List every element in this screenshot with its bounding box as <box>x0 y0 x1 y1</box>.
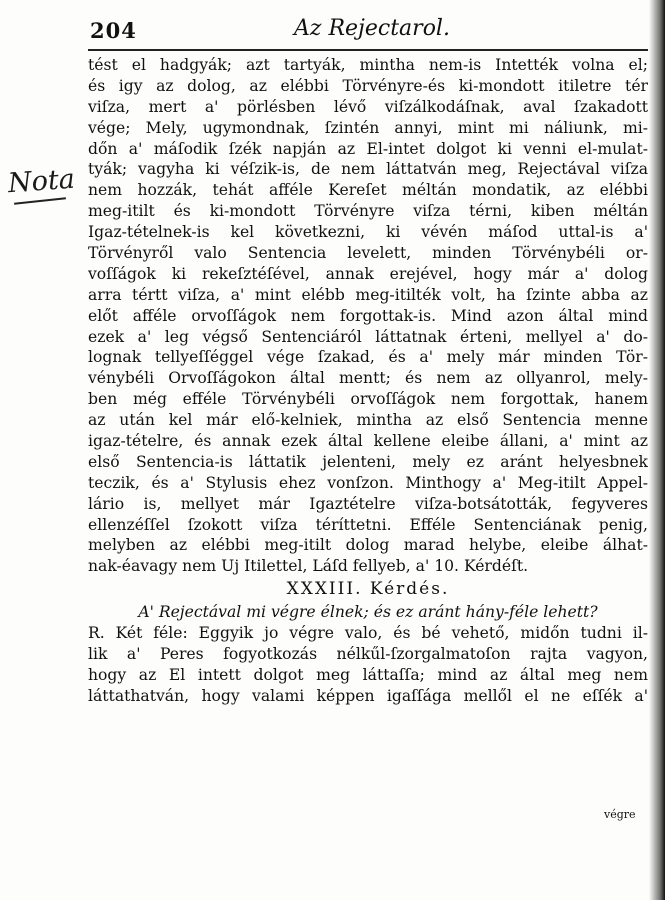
answer-line: láttathatván, hogy valami képpen igaſſága mellől el ne eſſék a' <box>88 686 648 705</box>
text-line: nem hozzák, tehát afféle Kereſet méltán mondatik, az elébbi <box>88 181 648 200</box>
text-line: viſza, mert a' pörlésben lévő viſzálkodáſnak, aval ſzakadott <box>88 97 648 116</box>
text-line: előt afféle orvoſſágok nem forgottak-is. Mind azon által mind <box>88 306 648 325</box>
text-line: voſſágok ki rekeſztéſével, annak erejével, hogy már a' dolog <box>88 264 648 283</box>
running-title: Az Rejectarol. <box>294 16 450 41</box>
text-line: meg-itilt és ki-mondott Törvényre viſza térni, kiben méltán <box>88 202 648 221</box>
text-line: tést el hadgyák; azt tartyák, mintha nem-is Intették volna el; <box>88 56 648 74</box>
section-question: A' Rejectával mi végre élnek; és ez aránt hány-féle lehett? <box>138 603 598 622</box>
page-edge-shadow <box>649 0 665 900</box>
header-rule <box>88 49 648 51</box>
text-line: lário is, mellyet már Igaztételre viſza-botsátották, fegyveres <box>88 494 648 513</box>
text-line: vége; Mely, ugymondnak, ſzintén annyi, mint mi náliunk, mi- <box>88 118 648 137</box>
text-line: Igaz-tételnek-is kel következni, ki vévén máſod uttal-is a' <box>88 223 648 242</box>
text-line: lognak tellyeſſéggel vége ſzakad, és a' mely már minden Tör- <box>88 348 648 367</box>
answer-line: R. Két féle: Eggyik jo végre valo, és bé vehető, midőn tudni il- <box>88 624 648 643</box>
text-block <box>88 55 648 707</box>
text-line: vénybéli Orvoſſágokon által mentt; és nem az ollyanrol, mely- <box>88 369 648 388</box>
text-line: és igy az dolog, az elébbi Törvényre-és ki-mondott itiletre tér <box>88 76 648 95</box>
text-line: első Sentencia-is láttatik jelenteni, mely ez aránt helyesbnek <box>88 452 648 471</box>
text-line: melyben az elébbi meg-itilt dolog marad helybe, eleibe álhat- <box>88 536 648 555</box>
catchword: végre <box>604 808 636 821</box>
text-line: igaz-tételre, és annak ezek által kellene eleibe állani, a' mint az <box>88 432 648 451</box>
margin-note: Nota <box>7 163 76 200</box>
text-line: ezek a' leg végső Sentenciáról láttatnak érteni, mellyel a' do- <box>88 327 648 346</box>
page-number: 204 <box>90 18 137 43</box>
section-heading: XXXIII. Kérdés. <box>286 579 450 600</box>
text-line: ben még efféle Törvénybéli orvoſſágok nem forgottak, hanem <box>88 390 648 409</box>
text-line: az után kel már elő-kelniek, mintha az első Sentencia menne <box>88 411 648 430</box>
answer-line: hogy az El intett dolgot meg láttaſſa; mind az által meg nem <box>88 666 648 685</box>
text-line: ellenzéſſel ſzokott viſza téríttetni. Efféle Sentenciának penig, <box>88 515 648 534</box>
text-line: dőn a' máſodik ſzék napján az El-intet dolgot ki venni el-mulat- <box>88 139 648 158</box>
text-line: arra tértt viſza, a' mint elébb meg-itilték volt, ha ſzinte abba az <box>88 285 648 304</box>
text-line: tyák; vagyha ki véſzik-is, de nem láttatván meg, Rejectával viſza <box>88 160 648 179</box>
answer-line: lik a' Peres fogyotkozás nélkűl-ſzorgalmatoſon rajta vagyon, <box>88 645 648 664</box>
text-line: Törvényről valo Sentencia levelett, minden Törvénybéli or- <box>88 244 648 263</box>
text-line: nak-éavagy nem Uj Itilettel, Láſd fellyeb, a' 10. Kérdéſt. <box>88 557 529 576</box>
text-line: teczik, és a' Stylusis ehez vonſzon. Minthogy a' Meg-itilt Appel- <box>88 473 648 492</box>
running-head <box>88 12 648 44</box>
